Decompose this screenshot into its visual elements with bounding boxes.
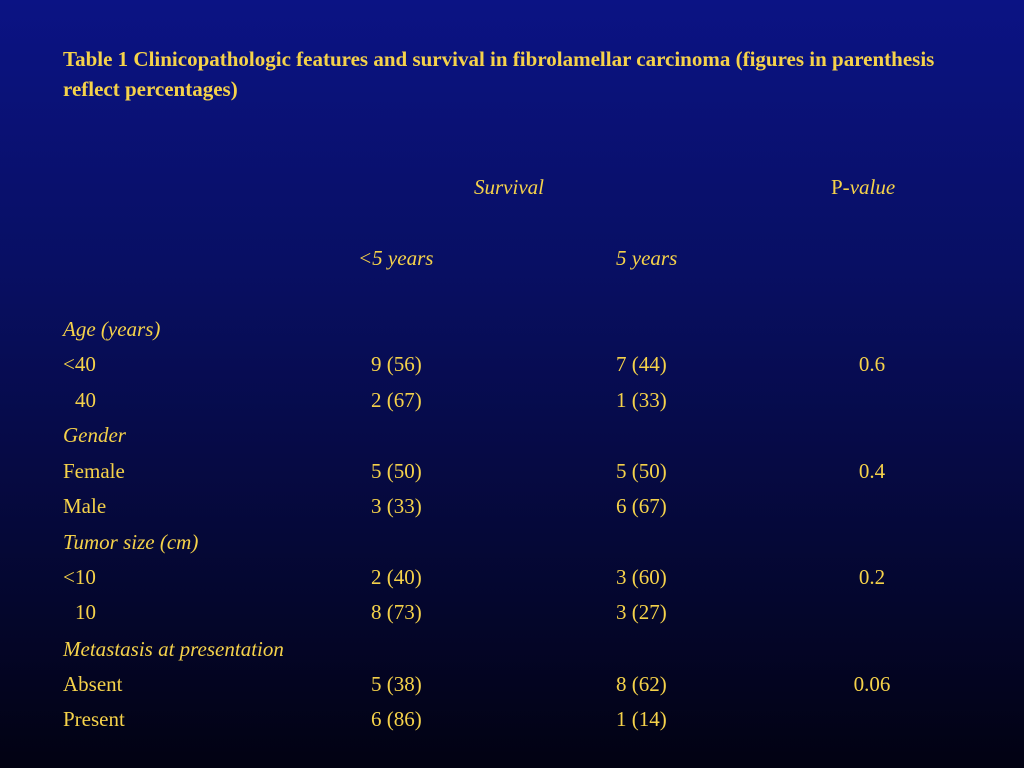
row-label: Absent [63, 672, 123, 696]
table-title: Table 1 Clinicopathologic features and survival in fibrolamellar carcinoma (figures in parenthesis reflect percentages) [63, 47, 935, 101]
cell-lt5: 6 (86) [371, 707, 422, 731]
cell-lt5: 5 (50) [371, 459, 422, 483]
row-label: 10 [75, 600, 96, 624]
section-age: Age (years) [63, 317, 161, 341]
section-metastasis: Metastasis at presentation [63, 637, 284, 661]
cell-five: 1 (33) [616, 388, 667, 412]
cell-lt5: 9 (56) [371, 352, 422, 376]
row-label: Female [63, 459, 125, 483]
row-label: Present [63, 707, 125, 731]
cell-five: 8 (62) [616, 672, 667, 696]
cell-lt5: 8 (73) [371, 600, 422, 624]
cell-lt5: 2 (40) [371, 565, 422, 589]
row-label: Male [63, 494, 107, 518]
cell-five: 3 (60) [616, 565, 667, 589]
cell-five: 7 (44) [616, 352, 667, 376]
row-label: <10 [63, 565, 96, 589]
row-label: 40 [75, 388, 96, 412]
pvalue-header [831, 175, 895, 199]
cell-five: 6 (67) [616, 494, 667, 518]
cell-lt5: 2 (67) [371, 388, 422, 412]
section-gender: Gender [63, 423, 126, 447]
cell-five: 5 (50) [616, 459, 667, 483]
section-tumor-size: Tumor size (cm) [63, 530, 199, 554]
survival-header: Survival [474, 175, 544, 199]
cell-five: 1 (14) [616, 707, 667, 731]
cell-pvalue: 0.4 [858, 459, 886, 483]
cell-five: 3 (27) [616, 600, 667, 624]
five-years-header: 5 years [616, 246, 678, 270]
cell-pvalue: 0.2 [858, 565, 886, 589]
cell-pvalue: 0.6 [858, 352, 886, 376]
pvalue-header-suffix: value [849, 175, 896, 199]
cell-lt5: 5 (38) [371, 672, 422, 696]
lt5-years-header: <5 years [358, 246, 434, 270]
row-label: <40 [63, 352, 96, 376]
pvalue-header-prefix: P- [831, 175, 850, 199]
cell-lt5: 3 (33) [371, 494, 422, 518]
cell-pvalue: 0.06 [853, 672, 891, 696]
